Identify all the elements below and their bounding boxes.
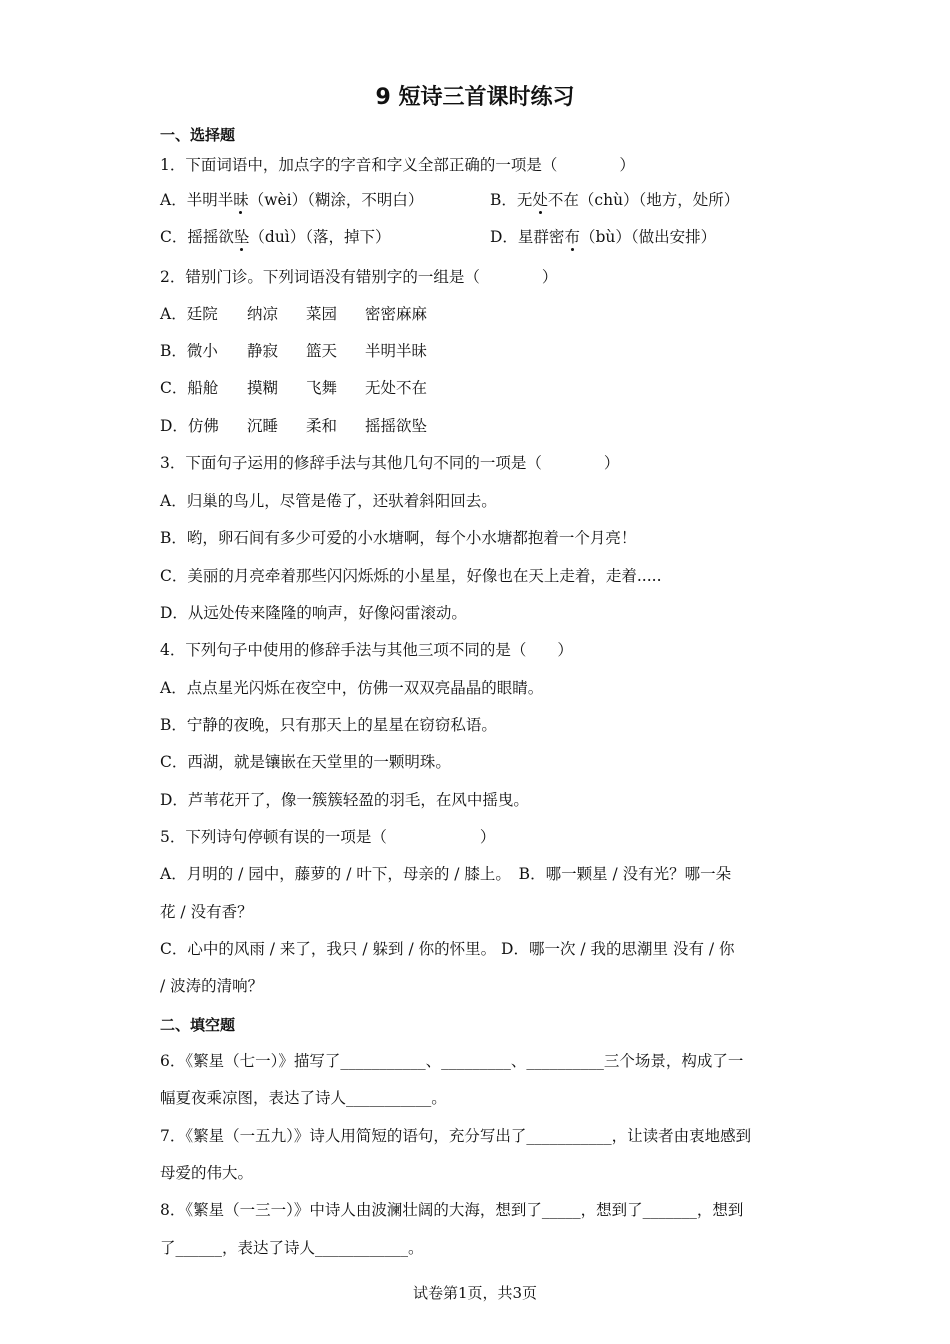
question-4-option-c: C．西湖，就是镶嵌在天堂里的一颗明珠。 bbox=[160, 753, 451, 771]
question-2-option-a bbox=[160, 303, 427, 325]
question-2-option-c bbox=[160, 377, 427, 399]
option-text: （duì）（落，掉下） bbox=[249, 228, 391, 246]
question-1-option-b bbox=[490, 189, 739, 211]
option-text: D．星群密 bbox=[490, 228, 565, 246]
dotted-char: 昧 bbox=[233, 191, 249, 209]
dotted-char: 布 bbox=[564, 228, 580, 246]
word: 半明半昧 bbox=[365, 342, 428, 360]
question-3-option-a: A．归巢的鸟儿，尽管是倦了，还驮着斜阳回去。 bbox=[160, 492, 497, 510]
question-4-option-d: D．芦苇花开了，像一簇簇轻盈的羽毛，在风中摇曳。 bbox=[160, 791, 529, 809]
option-text: 不在（chù）（地方，处所） bbox=[547, 191, 740, 209]
word: 摇摇欲坠 bbox=[365, 417, 428, 435]
question-2-stem: 2．错别门诊。下列词语没有错别字的一组是（ ） bbox=[160, 268, 558, 286]
question-6-line-2: 幅夏夜乘凉图，表达了诗人___________。 bbox=[160, 1089, 447, 1107]
option-text: （bù）（做出安排） bbox=[579, 228, 717, 246]
word: B．微小 bbox=[160, 342, 218, 360]
question-5-options-line-3: C．心中的风雨 / 来了，我只 / 躲到 / 你的怀里。 D．哪一次 / 我的思潮里 没有 / 你 bbox=[160, 940, 735, 958]
question-4-option-a: A．点点星光闪烁在夜空中，仿佛一双双亮晶晶的眼睛。 bbox=[160, 679, 544, 697]
word: 沉睡 bbox=[247, 417, 279, 435]
question-1-option-c bbox=[160, 226, 391, 248]
question-5-options-line-4: / 波涛的清响？ bbox=[160, 977, 264, 995]
word: 无处不在 bbox=[365, 379, 428, 397]
word: C．船舱 bbox=[160, 379, 219, 397]
word: 纳凉 bbox=[247, 305, 279, 323]
option-text: （wèi）（糊涂，不明白） bbox=[248, 191, 424, 209]
question-2-option-d bbox=[160, 415, 427, 437]
question-2-option-b bbox=[160, 340, 427, 362]
section-heading-choice: 一、选择题 bbox=[160, 126, 236, 144]
option-text: B．无 bbox=[490, 191, 533, 209]
question-7-line-1: 7．《繁星（一五九）》诗人用简短的语句，充分写出了___________，让读者由衷地感到 bbox=[160, 1127, 752, 1145]
question-5-options-line-2: 花 / 没有香？ bbox=[160, 903, 253, 921]
question-4-option-b: B．宁静的夜晚，只有那天上的星星在窃窃私语。 bbox=[160, 716, 497, 734]
question-1-option-a bbox=[160, 189, 423, 211]
dotted-char: 处 bbox=[532, 191, 548, 209]
question-7-line-2: 母爱的伟大。 bbox=[160, 1164, 254, 1182]
question-4-stem: 4．下列句子中使用的修辞手法与其他三项不同的是（ ） bbox=[160, 641, 573, 659]
page-title: 9 短诗三首课时练习 bbox=[375, 85, 575, 110]
option-text: C．摇摇欲 bbox=[160, 228, 234, 246]
question-3-option-d: D．从远处传来隆隆的响声，好像闷雷滚动。 bbox=[160, 604, 467, 622]
word: 密密麻麻 bbox=[365, 305, 428, 323]
page-footer: 试卷第1页，共3页 bbox=[412, 1284, 538, 1302]
question-1-option-d bbox=[490, 226, 716, 248]
word: A．廷院 bbox=[160, 305, 218, 323]
question-5-stem: 5．下列诗句停顿有误的一项是（ ） bbox=[160, 828, 496, 846]
question-8-line-1: 8．《繁星（一三一）》中诗人由波澜壮阔的大海，想到了_____，想到了_______，想到 bbox=[160, 1201, 744, 1219]
dotted-char: 坠 bbox=[233, 228, 250, 246]
question-3-stem: 3．下面句子运用的修辞手法与其他几句不同的一项是（ ） bbox=[160, 454, 620, 472]
question-5-options-line-1: A．月明的 / 园中，藤萝的 / 叶下，母亲的 / 膝上。 B．哪一颗星 / 没有光？哪一朵 bbox=[160, 865, 732, 883]
question-3-option-b: B．哟，卵石间有多少可爱的小水塘啊，每个小水塘都抱着一个月亮！ bbox=[160, 529, 637, 547]
word: D．仿佛 bbox=[160, 417, 219, 435]
word: 柔和 bbox=[306, 417, 338, 435]
word: 菜园 bbox=[306, 305, 338, 323]
option-text: A．半明半 bbox=[160, 191, 234, 209]
question-1-stem: 1．下面词语中，加点字的字音和字义全部正确的一项是（ ） bbox=[160, 156, 635, 174]
word: 飞舞 bbox=[306, 379, 338, 397]
question-6-line-1: 6．《繁星（七一）》描写了___________、_________、__________三个场景，构成了一 bbox=[160, 1052, 744, 1070]
section-heading-fill: 二、填空题 bbox=[160, 1016, 236, 1034]
question-3-option-c: C．美丽的月亮牵着那些闪闪烁烁的小星星，好像也在天上走着，走着..... bbox=[160, 567, 662, 585]
word: 篮天 bbox=[306, 342, 338, 360]
question-8-line-2: 了______，表达了诗人____________。 bbox=[160, 1239, 424, 1257]
word: 静寂 bbox=[247, 342, 279, 360]
word: 摸糊 bbox=[247, 379, 279, 397]
